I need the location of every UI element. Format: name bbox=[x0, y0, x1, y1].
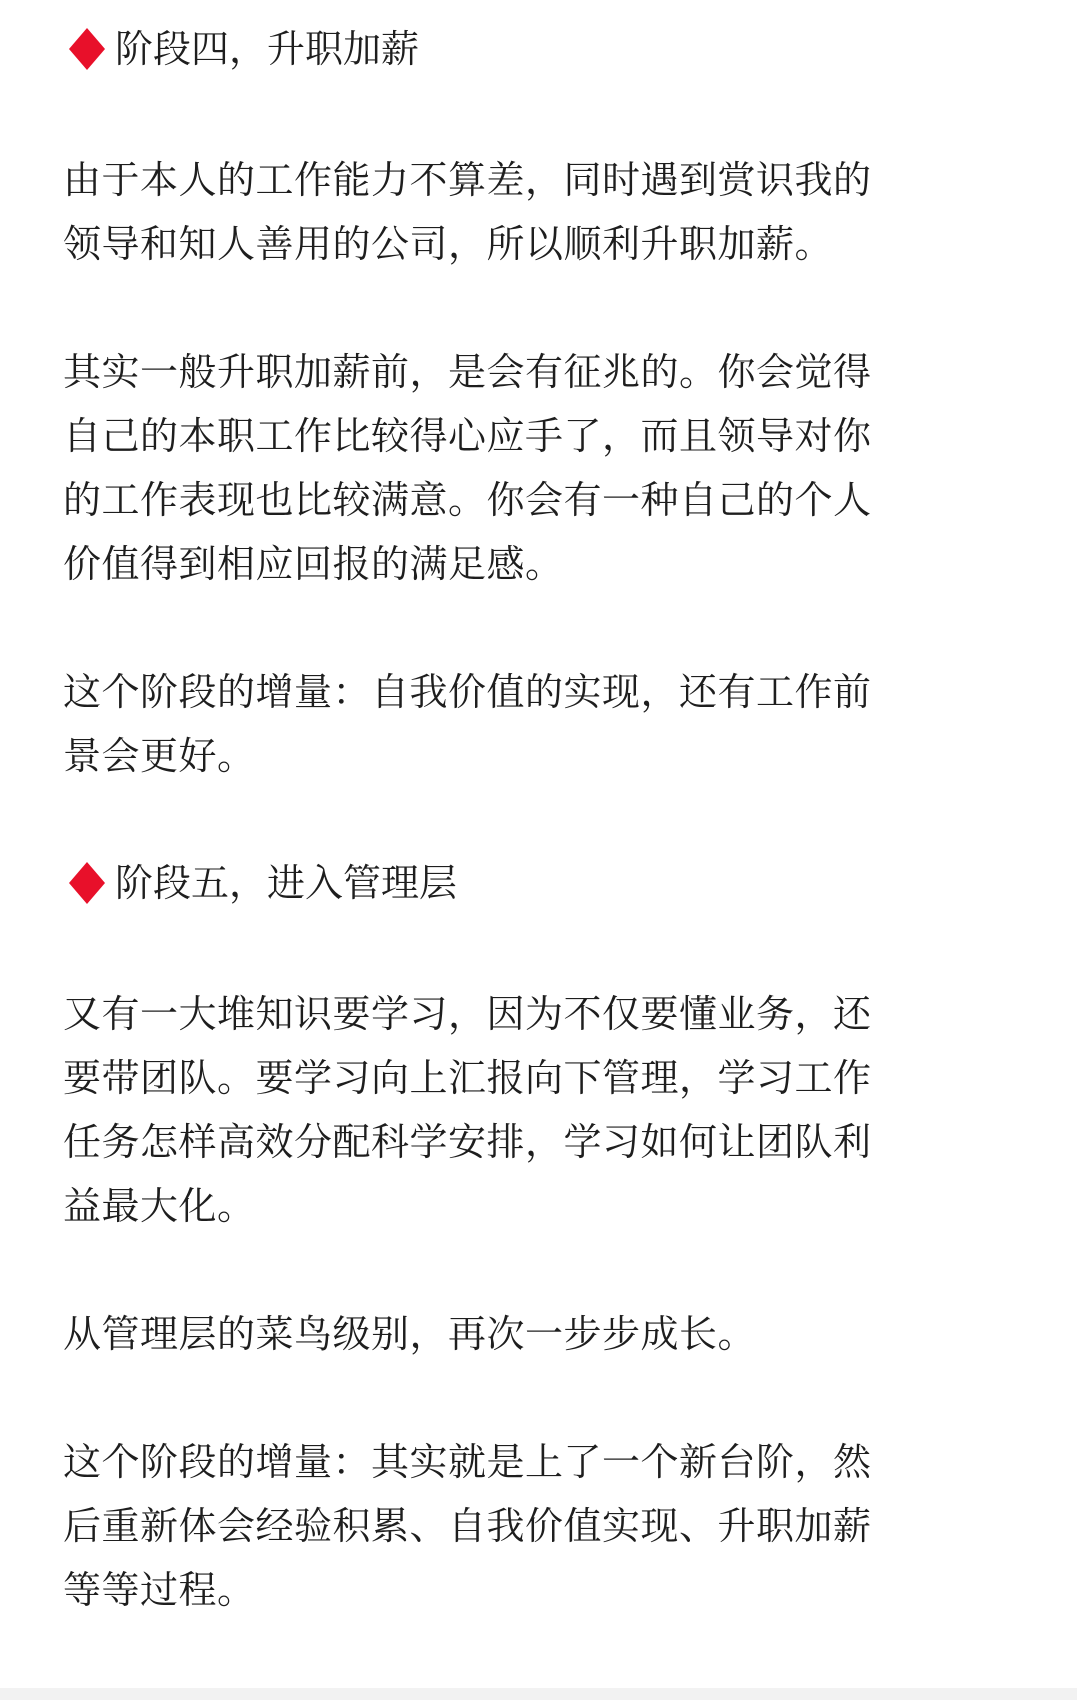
paragraph-line: 要带团队。要学习向上汇报向下管理，学习工作 bbox=[63, 1056, 872, 1100]
paragraph bbox=[63, 340, 993, 596]
paragraph-line: 景会更好。 bbox=[63, 734, 256, 778]
paragraph bbox=[63, 660, 993, 788]
paragraph-line: 益最大化。 bbox=[63, 1184, 256, 1228]
article-body bbox=[63, 18, 993, 1622]
paragraph-line: 等等过程。 bbox=[63, 1568, 256, 1612]
paragraph-line: 这个阶段的增量：自我价值的实现，还有工作前 bbox=[63, 670, 872, 714]
paragraph-line: 任务怎样高效分配科学安排，学习如何让团队利 bbox=[63, 1120, 872, 1164]
paragraph bbox=[63, 1302, 993, 1366]
paragraph-line: 的工作表现也比较满意。你会有一种自己的个人 bbox=[63, 478, 872, 522]
section-title: 阶段五，进入管理层 bbox=[115, 861, 458, 905]
paragraph-line: 领导和知人善用的公司，所以顺利升职加薪。 bbox=[63, 222, 834, 266]
section-heading-stage-5 bbox=[63, 852, 993, 914]
bottom-divider bbox=[0, 1688, 1077, 1700]
red-diamond-icon bbox=[65, 860, 109, 906]
paragraph-line: 从管理层的菜鸟级别，再次一步步成长。 bbox=[63, 1312, 757, 1356]
section-heading-stage-4 bbox=[63, 18, 993, 80]
red-diamond-icon bbox=[65, 26, 109, 72]
paragraph bbox=[63, 1430, 993, 1622]
paragraph-line: 其实一般升职加薪前，是会有征兆的。你会觉得 bbox=[63, 350, 872, 394]
paragraph bbox=[63, 982, 993, 1238]
paragraph-line: 自己的本职工作比较得心应手了，而且领导对你 bbox=[63, 414, 872, 458]
paragraph-line: 由于本人的工作能力不算差，同时遇到赏识我的 bbox=[63, 158, 872, 202]
paragraph bbox=[63, 148, 993, 276]
paragraph-line: 后重新体会经验积累、自我价值实现、升职加薪 bbox=[63, 1504, 872, 1548]
section-title: 阶段四，升职加薪 bbox=[115, 27, 420, 71]
paragraph-line: 价值得到相应回报的满足感。 bbox=[63, 542, 564, 586]
paragraph-line: 又有一大堆知识要学习，因为不仅要懂业务，还 bbox=[63, 992, 872, 1036]
paragraph-line: 这个阶段的增量：其实就是上了一个新台阶，然 bbox=[63, 1440, 872, 1484]
